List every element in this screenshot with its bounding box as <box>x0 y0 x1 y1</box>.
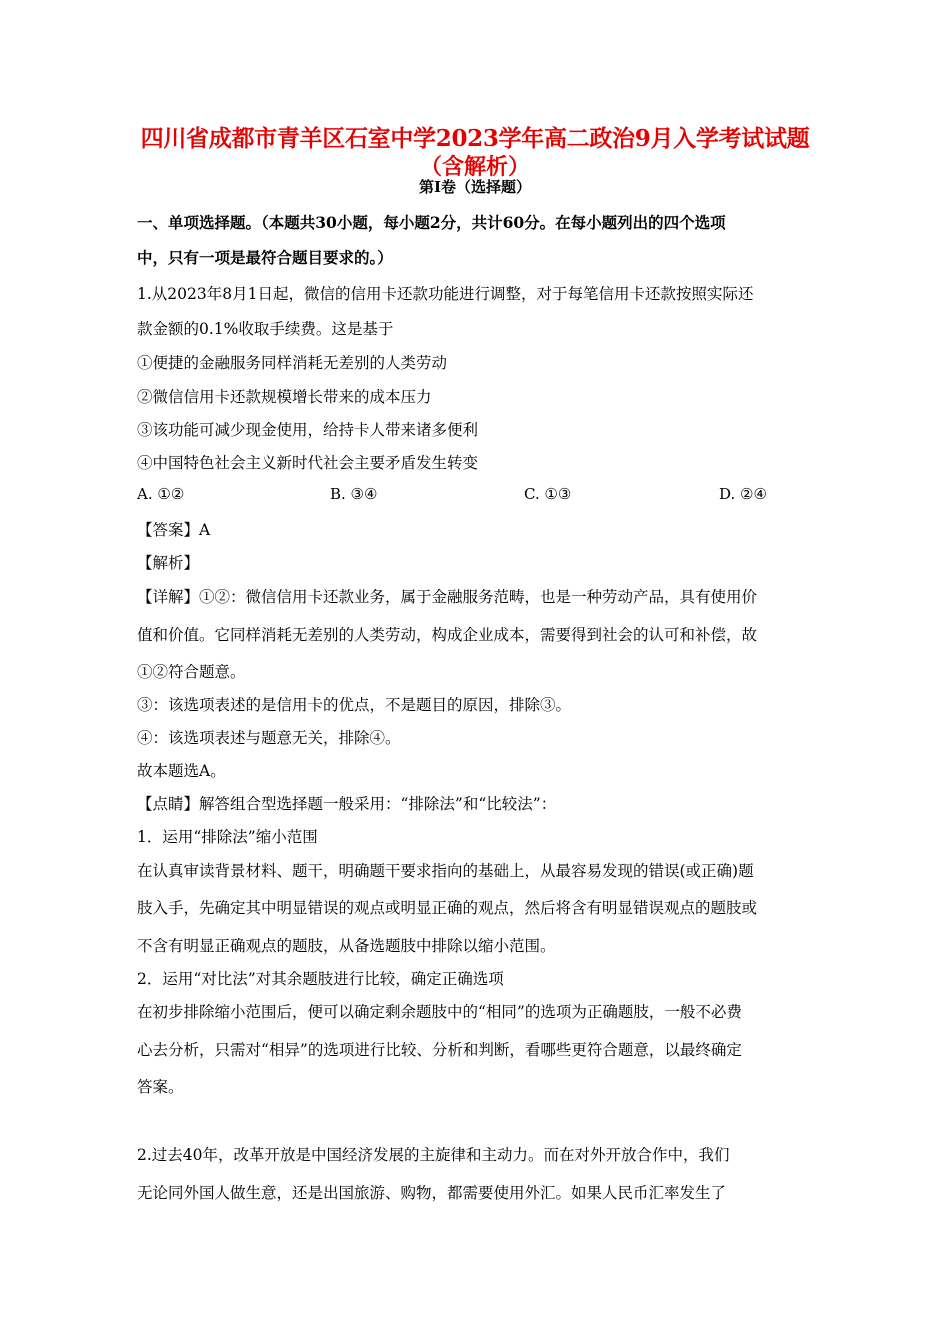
question-1-stem: 1.从2023年8月1日起，微信的信用卡还款功能进行调整，对于每笔信用卡还款按照实际还 <box>137 285 754 303</box>
tip-text: 肢入手，先确定其中明显错误的观点或明显正确的观点，然后将含有明显错误观点的题肢或 <box>137 899 758 917</box>
document-subtitle: （含解析） <box>419 154 530 180</box>
question-1-item: ③该功能可减少现金使用，给持卡人带来诸多便利 <box>137 421 479 439</box>
section-instructions-cont: 中，只有一项是最符合题目要求的。） <box>137 248 393 267</box>
answer-label: 【答案】A <box>137 521 211 539</box>
tip-text: 心去分析，只需对“相异”的选项进行比较、分析和判断，看哪些更符合题意，以最终确定 <box>137 1041 742 1059</box>
tip-text: 在初步排除缩小范围后，便可以确定剩余题肢中的“相同”的选项为正确题肢，一般不必费 <box>137 1003 742 1021</box>
detail-text: 故本题选A。 <box>137 762 226 780</box>
tip-text: 不含有明显正确观点的题肢，从备选题肢中排除以缩小范围。 <box>137 937 556 955</box>
detail-text: 值和价值。它同样消耗无差别的人类劳动，构成企业成本，需要得到社会的认可和补偿，故 <box>137 626 758 644</box>
tip-text: 在认真审读背景材料、题干，明确题干要求指向的基础上，从最容易发现的错误(或正确)题 <box>137 862 754 880</box>
question-1-option-a: A. ①② <box>137 485 185 503</box>
tip-text: 2．运用“对比法”对其余题肢进行比较，确定正确选项 <box>137 970 504 988</box>
detail-text: ③：该选项表述的是信用卡的优点，不是题目的原因，排除③。 <box>137 696 572 714</box>
question-1-stem-cont: 款金额的0.1%收取手续费。这是基于 <box>137 320 394 338</box>
detail-text: 【详解】①②：微信信用卡还款业务，属于金融服务范畴，也是一种劳动产品，具有使用价 <box>137 588 758 606</box>
volume-heading: 第Ⅰ卷（选择题） <box>418 178 532 196</box>
question-2-stem-cont: 无论同外国人做生意，还是出国旅游、购物，都需要使用外汇。如果人民币汇率发生了 <box>137 1184 727 1202</box>
document-title: 四川省成都市青羊区石室中学2023学年高二政治9月入学考试试题 <box>140 125 810 152</box>
question-1-option-d: D. ②④ <box>719 485 767 503</box>
question-1-item: ①便捷的金融服务同样消耗无差别的人类劳动 <box>137 354 448 372</box>
analysis-label: 【解析】 <box>137 554 200 572</box>
tip-text: 答案。 <box>137 1078 184 1096</box>
detail-text: ④：该选项表述与题意无关，排除④。 <box>137 729 401 747</box>
tip-text: 【点睛】解答组合型选择题一般采用：“排除法”和“比较法”： <box>137 795 557 813</box>
question-1-item: ②微信信用卡还款规模增长带来的成本压力 <box>137 388 432 406</box>
question-1-option-b: B. ③④ <box>330 485 378 503</box>
section-instructions: 一、单项选择题。（本题共30小题，每小题2分，共计60分。在每小题列出的四个选项 <box>137 213 726 232</box>
question-1-option-c: C. ①③ <box>524 485 572 503</box>
question-2-stem: 2.过去40年，改革开放是中国经济发展的主旋律和主动力。而在对外开放合作中，我们 <box>137 1146 730 1164</box>
detail-text: ①②符合题意。 <box>137 663 246 681</box>
tip-text: 1．运用“排除法”缩小范围 <box>137 828 318 846</box>
question-1-item: ④中国特色社会主义新时代社会主要矛盾发生转变 <box>137 454 479 472</box>
